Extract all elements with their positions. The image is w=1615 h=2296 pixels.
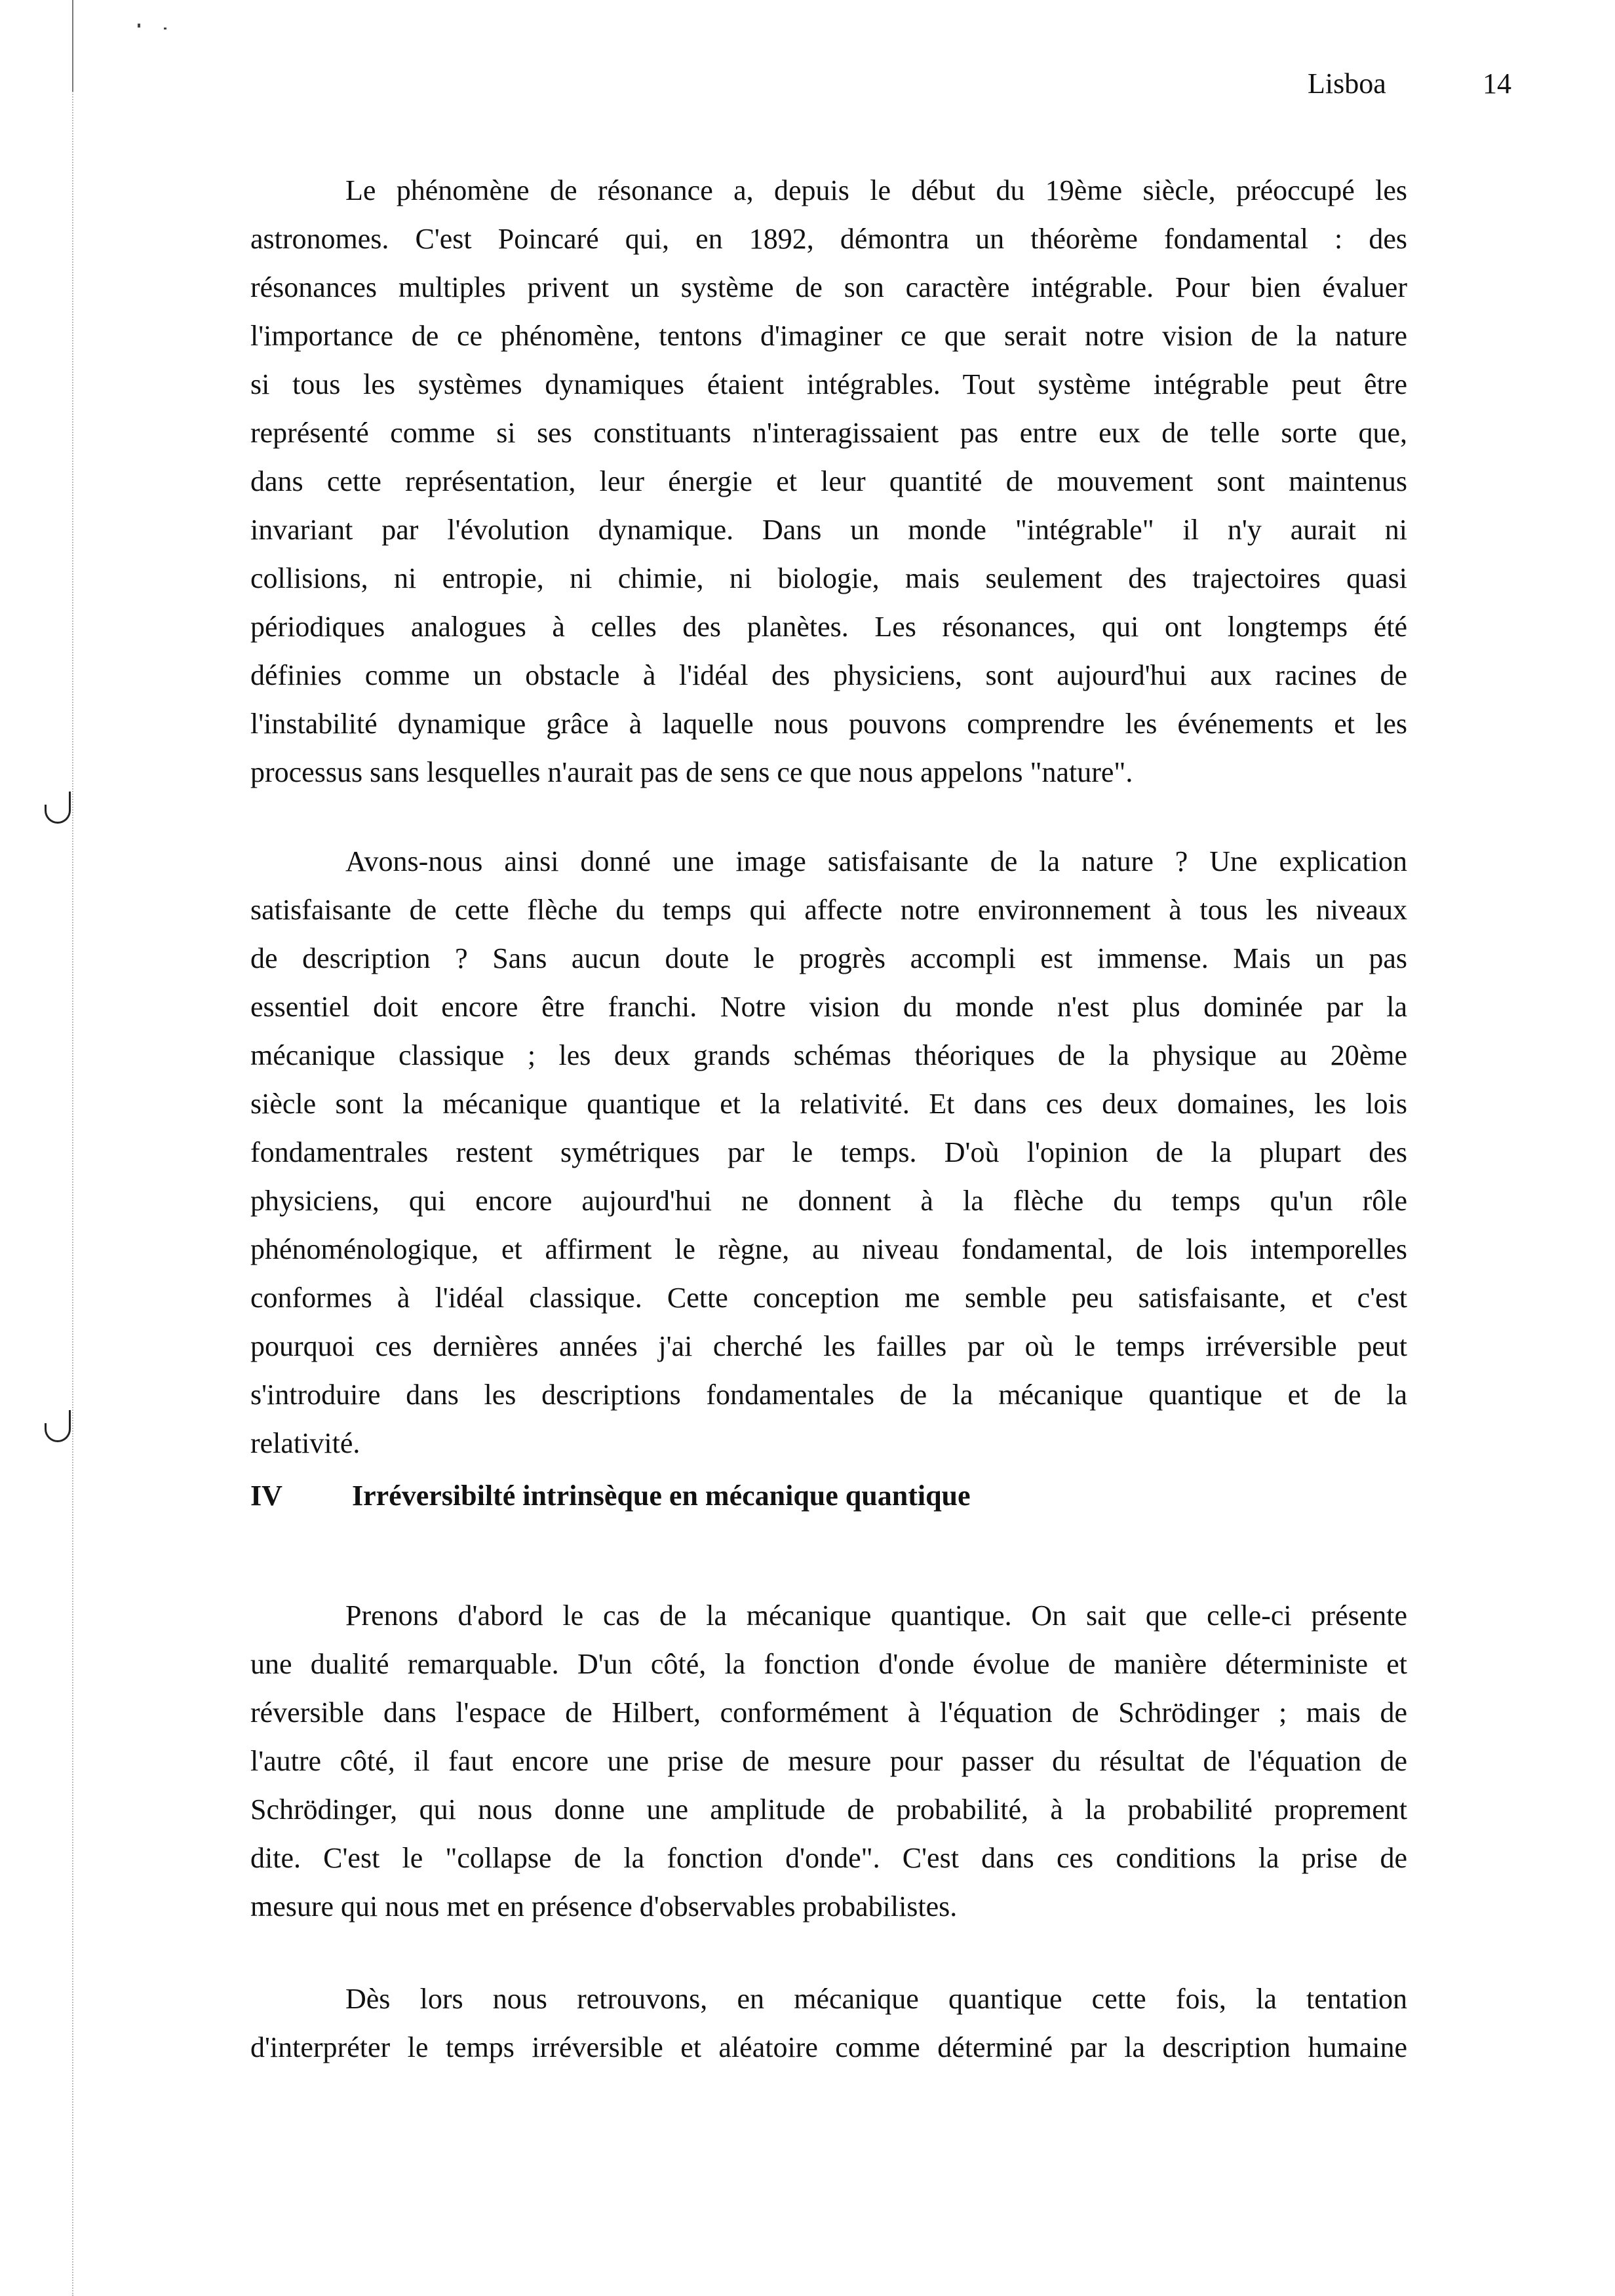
text-line: dans cette représentation, leur énergie et leur quantité de mouvement sont maintenus xyxy=(250,465,1407,497)
text-line: dite. C'est le "collapse de la fonction d'onde". C'est dans ces conditions la prise de xyxy=(250,1842,1407,1874)
text-line: définies comme un obstacle à l'idéal des physiciens, sont aujourd'hui aux racines de xyxy=(250,659,1407,691)
text-line: physiciens, qui encore aujourd'hui ne donnent à la flèche du temps qu'un rôle xyxy=(250,1185,1407,1217)
text-line: satisfaisante de cette flèche du temps qui affecte notre environnement à tous les niveaux xyxy=(250,894,1407,926)
text-line: Le phénomène de résonance a, depuis le début du 19ème siècle, préoccupé les xyxy=(345,174,1407,206)
margin-hook-mark xyxy=(45,1423,71,1442)
paragraph-4 xyxy=(250,1975,1407,2072)
text-line: Schrödinger, qui nous donne une amplitude de probabilité, à la probabilité proprement xyxy=(250,1793,1407,1826)
text-line: Dès lors nous retrouvons, en mécanique quantique cette fois, la tentation xyxy=(345,1983,1407,2015)
binding-edge-line xyxy=(72,0,73,2296)
text-line: résonances multiples privent un système de son caractère intégrable. Pour bien évaluer xyxy=(250,271,1407,303)
text-line: s'introduire dans les descriptions fondamentales de la mécanique quantique et de la xyxy=(250,1379,1407,1411)
text-line: l'importance de ce phénomène, tentons d'imaginer ce que serait notre vision de la nature xyxy=(250,320,1407,352)
text-line: processus sans lesquelles n'aurait pas de sens ce que nous appelons "nature". xyxy=(250,756,1133,788)
section-title: Irréversibilté intrinsèque en mécanique quantique xyxy=(352,1480,971,1512)
text-line: si tous les systèmes dynamiques étaient intégrables. Tout système intégrable peut être xyxy=(250,368,1407,400)
text-line: siècle sont la mécanique quantique et la relativité. Et dans ces deux domaines, les lois xyxy=(250,1088,1407,1120)
text-line: relativité. xyxy=(250,1427,360,1459)
text-line: périodiques analogues à celles des planètes. Les résonances, qui ont longtemps été xyxy=(250,611,1407,643)
text-line: essentiel doit encore être franchi. Notre vision du monde n'est plus dominée par la xyxy=(250,991,1407,1023)
section-heading xyxy=(250,1472,971,1520)
text-line: de description ? Sans aucun doute le progrès accompli est immense. Mais un pas xyxy=(250,942,1407,974)
text-line: invariant par l'évolution dynamique. Dans un monde "intégrable" il n'y aurait ni xyxy=(250,514,1407,546)
text-line: phénoménologique, et affirment le règne, au niveau fondamental, de lois intemporelles xyxy=(250,1233,1407,1265)
text-line: fondamentrales restent symétriques par le temps. D'où l'opinion de la plupart des xyxy=(250,1136,1407,1168)
scan-speck xyxy=(164,28,166,29)
margin-hook-mark xyxy=(45,805,71,824)
paragraph-3 xyxy=(250,1592,1407,1931)
text-line: mesure qui nous met en présence d'observables probabilistes. xyxy=(250,1890,958,1923)
text-line: l'autre côté, il faut encore une prise de mesure pour passer du résultat de l'équation de xyxy=(250,1745,1407,1777)
text-line: représenté comme si ses constituants n'interagissaient pas entre eux de telle sorte que, xyxy=(250,417,1407,449)
page-number: 14 xyxy=(1483,67,1511,100)
binding-edge-mark xyxy=(72,0,73,92)
text-line: collisions, ni entropie, ni chimie, ni biologie, mais seulement des trajectoires quasi xyxy=(250,562,1407,594)
paragraph-1 xyxy=(250,166,1407,797)
running-header-title: Lisboa xyxy=(1308,67,1386,100)
paragraph-2 xyxy=(250,837,1407,1468)
text-line: conformes à l'idéal classique. Cette conception me semble peu satisfaisante, et c'est xyxy=(250,1282,1407,1314)
section-number: IV xyxy=(250,1480,282,1512)
text-line: pourquoi ces dernières années j'ai cherché les failles par où le temps irréversible peut xyxy=(250,1330,1407,1362)
text-line: réversible dans l'espace de Hilbert, conformément à l'équation de Schrödinger ; mais de xyxy=(250,1696,1407,1729)
text-line: astronomes. C'est Poincaré qui, en 1892, démontra un théorème fondamental : des xyxy=(250,223,1407,255)
text-line: Prenons d'abord le cas de la mécanique quantique. On sait que celle-ci présente xyxy=(345,1599,1407,1632)
text-line: une dualité remarquable. D'un côté, la fonction d'onde évolue de manière déterministe et xyxy=(250,1648,1407,1680)
text-line: l'instabilité dynamique grâce à laquelle nous pouvons comprendre les événements et les xyxy=(250,708,1407,740)
scan-speck xyxy=(138,24,140,28)
text-line: mécanique classique ; les deux grands schémas théoriques de la physique au 20ème xyxy=(250,1039,1407,1071)
text-line: d'interpréter le temps irréversible et aléatoire comme déterminé par la description humaine xyxy=(250,2031,1407,2063)
text-line: Avons-nous ainsi donné une image satisfaisante de la nature ? Une explication xyxy=(345,845,1407,877)
